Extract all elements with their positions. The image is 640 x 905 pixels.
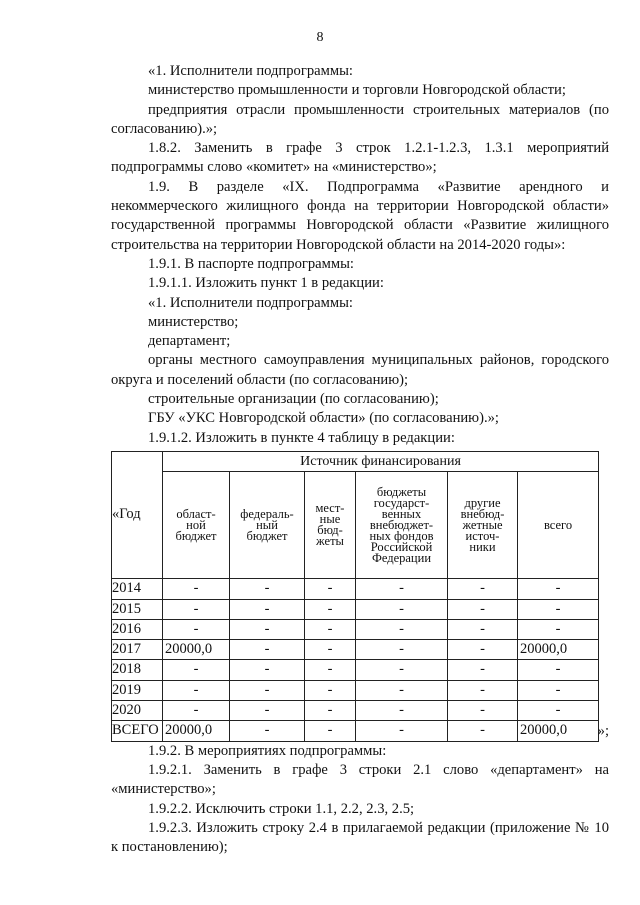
- table-cell: -: [356, 701, 448, 721]
- table-cell: -: [305, 579, 356, 599]
- table-cell: -: [230, 579, 305, 599]
- page-number: 8: [316, 30, 324, 45]
- table-cell: -: [518, 680, 599, 700]
- table-cell: -: [163, 619, 230, 639]
- table-cell: -: [230, 640, 305, 660]
- paragraph: 1.9.2. В мероприятиях подпрограммы:: [148, 742, 387, 759]
- table-row: [112, 619, 599, 639]
- table-row: [112, 579, 599, 599]
- year-cell: 2015: [112, 599, 163, 619]
- paragraph: «1. Исполнители подпрограммы:: [148, 294, 353, 311]
- table-cell: -: [305, 619, 356, 639]
- table-row: [112, 701, 599, 721]
- table-cell: -: [518, 599, 599, 619]
- table-body: [112, 579, 599, 741]
- paragraph: департамент;: [148, 333, 231, 350]
- table-row: [112, 640, 599, 660]
- paragraph: 1.9.2.1. Заменить в графе 3 строки 2.1 слово «департамент» на «министерство»;: [111, 761, 609, 798]
- column-header: другие внебюд- жетные источ- ники: [448, 472, 518, 579]
- table-cell: 20000,0: [163, 721, 230, 741]
- paragraph: 1.9.1.2. Изложить в пункте 4 таблицу в редакции:: [148, 429, 455, 446]
- table-cell: -: [230, 599, 305, 619]
- year-cell: ВСЕГО: [112, 721, 163, 741]
- table-cell: -: [356, 579, 448, 599]
- table-cell: -: [518, 579, 599, 599]
- year-cell: 2019: [112, 680, 163, 700]
- table-cell: -: [305, 660, 356, 680]
- paragraph: 1.9.1. В паспорте подпрограммы:: [148, 255, 354, 272]
- table-cell: 20000,0: [518, 721, 599, 741]
- column-header: бюджеты государст- венных внебюджет- ных фондов Российской Федерации: [356, 472, 448, 579]
- financing-table-wrapper: [111, 451, 609, 742]
- table-cell: -: [518, 660, 599, 680]
- table-closing-quote: »;: [597, 723, 609, 740]
- table-cell: 20000,0: [163, 640, 230, 660]
- column-header: мест- ные бюд- жеты: [305, 472, 356, 579]
- financing-table: [111, 451, 599, 742]
- table-header-row-1: [112, 451, 599, 471]
- table-cell: -: [448, 660, 518, 680]
- paragraph: 1.8.2. Заменить в графе 3 строк 1.2.1-1.2.3, 1.3.1 мероприятий подпрограммы слово «комитет» на «министерство»;: [111, 140, 609, 176]
- table-cell: -: [230, 701, 305, 721]
- table-cell: -: [305, 640, 356, 660]
- column-header: област- ной бюджет: [163, 472, 230, 579]
- year-cell: 2018: [112, 660, 163, 680]
- table-cell: -: [163, 701, 230, 721]
- table-cell: -: [518, 701, 599, 721]
- table-cell: -: [518, 619, 599, 639]
- table-row: [112, 680, 599, 700]
- table-cell: -: [230, 680, 305, 700]
- table-cell: -: [448, 579, 518, 599]
- column-header: всего: [518, 472, 599, 579]
- table-cell: 20000,0: [518, 640, 599, 660]
- paragraph: 1.9.1.1. Изложить пункт 1 в редакции:: [148, 275, 384, 292]
- table-cell: -: [230, 721, 305, 741]
- year-cell: 2017: [112, 640, 163, 660]
- table-cell: -: [230, 660, 305, 680]
- financing-source-header: Источник финансирования: [163, 451, 599, 471]
- paragraphs-top: [111, 62, 609, 448]
- table-row: [112, 721, 599, 741]
- year-cell: 2016: [112, 619, 163, 639]
- paragraph: строительные организации (по согласованию);: [148, 391, 439, 408]
- table-cell: -: [448, 680, 518, 700]
- column-header: федераль- ный бюджет: [230, 472, 305, 579]
- paragraph: 1.9. В разделе «IX. Подпрограмма «Развитие арендного и некоммерческого жилищного фонда на территории Новгородской области» государственной программы Новгородской области «Развитие жилищного строительства на территории Новгородской области на 2014-2020 годы»:: [111, 178, 609, 253]
- paragraph: органы местного самоуправления муниципальных районов, городского округа и поселений области (по согласованию);: [111, 352, 609, 388]
- table-cell: -: [448, 701, 518, 721]
- table-cell: -: [356, 721, 448, 741]
- table-cell: -: [356, 660, 448, 680]
- table-cell: -: [448, 640, 518, 660]
- table-cell: -: [448, 619, 518, 639]
- table-cell: -: [356, 680, 448, 700]
- table-cell: -: [230, 619, 305, 639]
- table-cell: -: [356, 599, 448, 619]
- paragraphs-bottom: [111, 742, 609, 858]
- paragraph: предприятия отрасли промышленности строительных материалов (по согласованию).»;: [111, 101, 609, 137]
- table-header-row-2: [112, 472, 599, 579]
- document-body: [111, 62, 609, 857]
- table-cell: -: [305, 701, 356, 721]
- table-cell: -: [163, 579, 230, 599]
- paragraph: ГБУ «УКС Новгородской области» (по согласованию).»;: [148, 410, 499, 427]
- table-cell: -: [448, 721, 518, 741]
- table-cell: -: [305, 680, 356, 700]
- table-cell: -: [305, 721, 356, 741]
- table-row: [112, 599, 599, 619]
- table-row: [112, 660, 599, 680]
- table-cell: -: [305, 599, 356, 619]
- year-column-header: «Год: [112, 451, 163, 578]
- year-cell: 2020: [112, 701, 163, 721]
- table-cell: -: [356, 640, 448, 660]
- year-cell: 2014: [112, 579, 163, 599]
- table-cell: -: [356, 619, 448, 639]
- table-cell: -: [163, 660, 230, 680]
- paragraph: «1. Исполнители подпрограммы:: [148, 63, 353, 79]
- table-cell: -: [448, 599, 518, 619]
- paragraph: министерство промышленности и торговли Новгородской области;: [148, 82, 566, 99]
- paragraph: 1.9.2.2. Исключить строки 1.1, 2.2, 2.3, 2.5;: [148, 800, 415, 817]
- table-cell: -: [163, 680, 230, 700]
- paragraph: министерство;: [148, 313, 239, 330]
- table-cell: -: [163, 599, 230, 619]
- paragraph: 1.9.2.3. Изложить строку 2.4 в прилагаемой редакции (приложение № 10 к постановлению);: [111, 819, 609, 856]
